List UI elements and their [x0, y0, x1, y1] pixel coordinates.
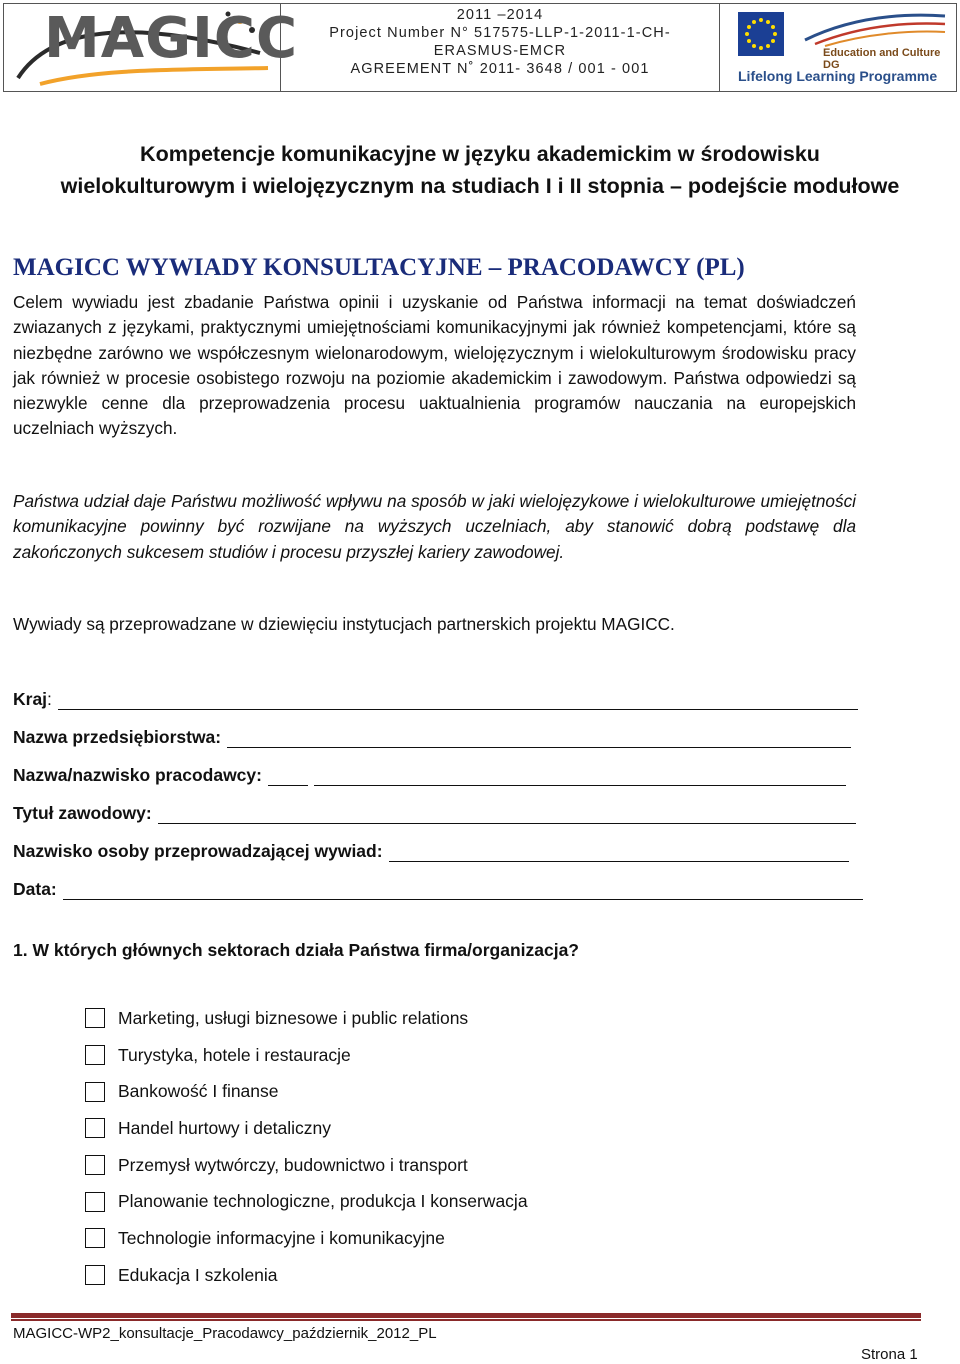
magicc-logo-cell — [4, 4, 299, 91]
interviewer-label: Nazwisko osoby przeprowadzającej wywiad: — [13, 841, 383, 861]
company-label: Nazwa przedsiębiorstwa: — [13, 727, 222, 747]
employer-input-line[interactable] — [314, 767, 846, 786]
footer-rule-thick — [11, 1313, 921, 1318]
checkbox[interactable] — [85, 1045, 105, 1065]
eu-logo-cell — [720, 4, 956, 91]
company-field — [13, 724, 851, 748]
checkbox[interactable] — [85, 1265, 105, 1285]
title-line-2: wielokulturowym i wielojęzycznym na studiach I i II stopnia – podejście modułowe — [60, 174, 900, 198]
option-label: Bankowość I finanse — [118, 1081, 279, 1102]
eu-flag-icon — [738, 12, 784, 56]
project-number: Project Number N° 517575-LLP-1-2011-1-CH- — [329, 25, 671, 41]
option-row[interactable] — [85, 1257, 528, 1294]
job-title-input-line[interactable] — [158, 805, 856, 824]
employer-label: Nazwa/nazwisko pracodawcy: — [13, 765, 262, 785]
option-label: Turystyka, hotele i restauracje — [118, 1044, 351, 1065]
option-label: Planowanie technologiczne, produkcja I konserwacja — [118, 1191, 528, 1212]
project-years: 2011 –2014 — [456, 7, 544, 23]
italic-paragraph: Państwa udział daje Państwu możliwość wpływu na sposób w jaki wielojęzykowe i wielokulturowe umiejętności komunikacyjne powinny być rozwijane na wyższych uczelniach, aby stanowić dobrą podstawę dla zakończonych sukcesem studiów i procesu przyszłej kariery zawodowej. — [13, 491, 856, 562]
option-row[interactable] — [85, 1073, 528, 1110]
checkbox[interactable] — [85, 1118, 105, 1138]
country-input-line[interactable] — [58, 691, 858, 710]
footer-page-number: Strona 1 — [861, 1346, 918, 1363]
question-1: 1. W których głównych sektorach działa Państwa firma/organizacja? — [13, 940, 579, 960]
interviews-note: Wywiady są przeprowadzane w dziewięciu instytucjach partnerskich projektu MAGICC. — [13, 614, 675, 634]
job-title-field — [13, 800, 856, 824]
option-row[interactable] — [85, 1147, 528, 1184]
title-line-1: Kompetencje komunikacyjne w języku akademickim w środowisku — [140, 142, 820, 166]
edu-culture-label: Education and Culture DG — [823, 47, 941, 71]
edu-swoosh-icon — [800, 8, 950, 48]
checkbox[interactable] — [85, 1192, 105, 1212]
option-row[interactable] — [85, 1000, 528, 1037]
employer-field — [13, 762, 846, 786]
option-row[interactable] — [85, 1037, 528, 1074]
option-row[interactable] — [85, 1183, 528, 1220]
date-input-line[interactable] — [63, 881, 863, 900]
checkbox[interactable] — [85, 1228, 105, 1248]
option-label: Przemysł wytwórczy, budownictwo i transport — [118, 1154, 468, 1175]
company-input-line[interactable] — [227, 729, 851, 748]
intro-paragraph: Celem wywiadu jest zbadanie Państwa opinii i uzyskanie od Państwa informacji na temat doświadczeń zwiazanych z językami, praktycznymi umiejętnościami komunikacyjnymi jak również kompetencjami, które są niezbędne zarówno we współczesnym wielonarodowym, wielojęzycznym i wielokulturowym środowisku pracy jak również w procesie osobistego rozwoju na poziomie akademickim i zawodowym. Państwa odpowiedzi są niezwykle cenne dla przeprowadzenia procesu uaktualnienia programów nauczania na europejskich uczelniach wyższych. — [13, 292, 856, 439]
checkbox[interactable] — [85, 1155, 105, 1175]
section-heading: MAGICC WYWIADY KONSULTACYJNE – PRACODAWCY (PL) — [13, 254, 745, 281]
option-label: Edukacja I szkolenia — [118, 1264, 278, 1285]
date-label: Data: — [13, 879, 57, 899]
option-row[interactable] — [85, 1220, 528, 1257]
document-header — [3, 3, 957, 92]
agreement-number: AGREEMENT N˚ 2011- 3648 / 001 - 001 — [350, 61, 650, 77]
country-label: Kraj — [13, 689, 48, 709]
magicc-logo-text: MAGICC — [44, 6, 299, 71]
checkbox[interactable] — [85, 1008, 105, 1028]
interviewer-field — [13, 838, 849, 862]
sector-options — [85, 1000, 528, 1294]
employer-input-line-short[interactable] — [268, 767, 308, 786]
footer-filename: MAGICC-WP2_konsultacje_Pracodawcy_październik_2012_PL — [13, 1325, 437, 1342]
project-number-cont: ERASMUS-EMCR — [433, 43, 567, 59]
checkbox[interactable] — [85, 1082, 105, 1102]
interviewer-input-line[interactable] — [389, 843, 849, 862]
option-label: Marketing, usługi biznesowe i public relations — [118, 1007, 469, 1028]
project-info — [281, 4, 720, 91]
document-title — [0, 138, 960, 202]
option-row[interactable] — [85, 1110, 528, 1147]
programme-label: Lifelong Learning Programme — [738, 68, 938, 84]
country-colon: : — [47, 689, 52, 709]
date-field — [13, 876, 863, 900]
option-label: Handel hurtowy i detaliczny — [118, 1117, 332, 1138]
country-field — [13, 686, 858, 710]
option-label: Technologie informacyjne i komunikacyjne — [118, 1227, 445, 1248]
footer-rule-thin — [11, 1319, 921, 1321]
job-title-label: Tytuł zawodowy: — [13, 803, 152, 823]
